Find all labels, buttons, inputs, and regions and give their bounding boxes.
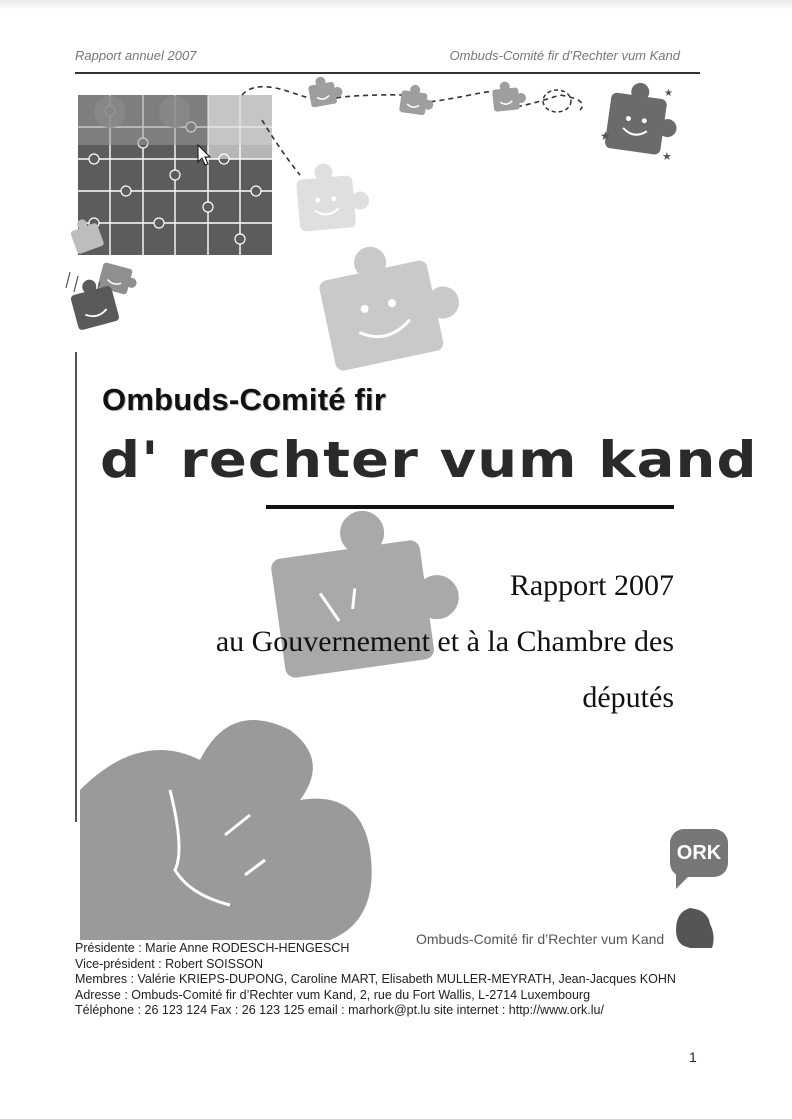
header-right: Ombuds-Comité fir d’Rechter vum Kand: [449, 48, 680, 63]
small-puzzle-pieces: [307, 73, 527, 116]
info-address: Adresse : Ombuds-Comité fir d’Rechter vum Kand, 2, rue du Fort Wallis, L-2714 Luxembourg: [75, 987, 591, 1002]
ork-badge-tail: [676, 873, 692, 889]
title-rule: [266, 505, 674, 509]
info-vice-president: Vice-président : Robert SOISSON: [75, 956, 264, 971]
report-title: [114, 558, 674, 726]
ork-head-icon: [676, 908, 714, 948]
contact-info-block: [75, 941, 676, 1019]
header-left: Rapport annuel 2007: [75, 48, 197, 63]
ork-logo-badge: ORK: [670, 829, 728, 877]
svg-text:★: ★: [662, 151, 672, 163]
info-members: Membres : Valérie KRIEPS-DUPONG, Caroline MART, Elisabeth MULLER-MEYRATH, Jean-Jacques KOHN: [75, 972, 676, 986]
title-line-1: Ombuds-Comité fir: [102, 382, 387, 417]
svg-text:★: ★: [600, 129, 611, 143]
info-contact: Téléphone : 26 123 124 Fax : 26 123 125 email : marhork@pt.lu site internet : http://www.ork.lu/: [75, 1003, 604, 1017]
report-line-3: députés: [582, 681, 674, 714]
title-line-2: d' rechter vum kand: [100, 431, 758, 489]
logo-caption: Ombuds-Comité fir d’Rechter vum Kand: [416, 931, 665, 947]
report-line-2: au Gouvernement et à la Chambre des: [215, 625, 674, 658]
report-line-1: Rapport 2007: [509, 569, 674, 602]
large-puzzle-piece: [80, 720, 372, 940]
svg-text:★: ★: [664, 88, 673, 99]
puzzle-grid: [78, 95, 272, 255]
info-presidente: Présidente : Marie Anne RODESCH-HENGESCH: [75, 941, 350, 955]
page-number: 1: [689, 1049, 697, 1065]
vertical-rule: [75, 352, 77, 822]
